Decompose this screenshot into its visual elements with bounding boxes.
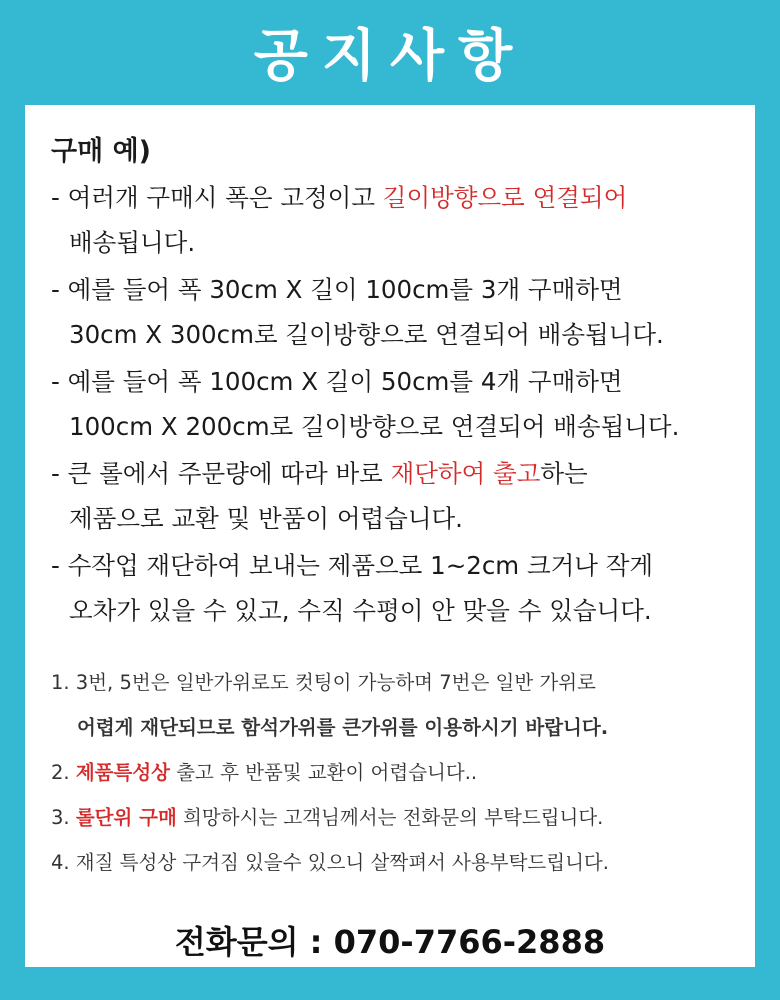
note-3: 3. 롤단위 구매 희망하시는 고객님께서는 전화문의 부탁드립니다. xyxy=(51,806,604,829)
example-item-1-line-1: - 여러개 구매시 폭은 고정이고 길이방향으로 연결되어 xyxy=(51,183,628,212)
highlight-text: 재단하여 출고 xyxy=(390,459,541,488)
highlight-text: 길이방향으로 연결되어 xyxy=(382,183,628,212)
note-1-line-2: 어렵게 재단되므로 함석가위를 큰가위를 이용하시기 바랍니다. xyxy=(77,716,609,739)
highlight-text: 제품특성상 xyxy=(75,761,170,784)
note-1-line-1: 1. 3번, 5번은 일반가위로도 컷팅이 가능하며 7번은 일반 가위로 xyxy=(51,671,596,694)
example-item-2-line-1: - 예를 들어 폭 30cm X 길이 100cm를 3개 구매하면 xyxy=(51,275,623,304)
example-item-1-line-2: 배송됩니다. xyxy=(69,228,196,257)
example-item-4-line-1: - 큰 롤에서 주문량에 따라 바로 재단하여 출고하는 xyxy=(51,459,588,488)
note-2: 2. 제품특성상 출고 후 반품및 교환이 어렵습니다.. xyxy=(51,761,478,784)
example-item-3-line-1: - 예를 들어 폭 100cm X 길이 50cm를 4개 구매하면 xyxy=(51,367,623,396)
example-item-5-line-2: 오차가 있을 수 있고, 수직 수평이 안 맞을 수 있습니다. xyxy=(69,596,652,625)
page-title: 공지사항 xyxy=(253,24,527,89)
example-item-2-line-2: 30cm X 300cm로 길이방향으로 연결되어 배송됩니다. xyxy=(69,320,664,349)
example-item-3-line-2: 100cm X 200cm로 길이방향으로 연결되어 배송됩니다. xyxy=(69,412,680,441)
example-item-4-line-2: 제품으로 교환 및 반품이 어렵습니다. xyxy=(69,504,463,533)
notice-panel xyxy=(25,105,755,967)
contact-phone: 전화문의 : 070-7766-2888 xyxy=(174,923,606,961)
note-4: 4. 재질 특성상 구겨짐 있을수 있으니 살짝펴서 사용부탁드립니다. xyxy=(51,851,609,874)
example-item-5-line-1: - 수작업 재단하여 보내는 제품으로 1~2cm 크거나 작게 xyxy=(51,551,654,580)
highlight-text: 롤단위 구매 xyxy=(75,806,177,829)
purchase-example-heading: 구매 예) xyxy=(51,136,151,167)
